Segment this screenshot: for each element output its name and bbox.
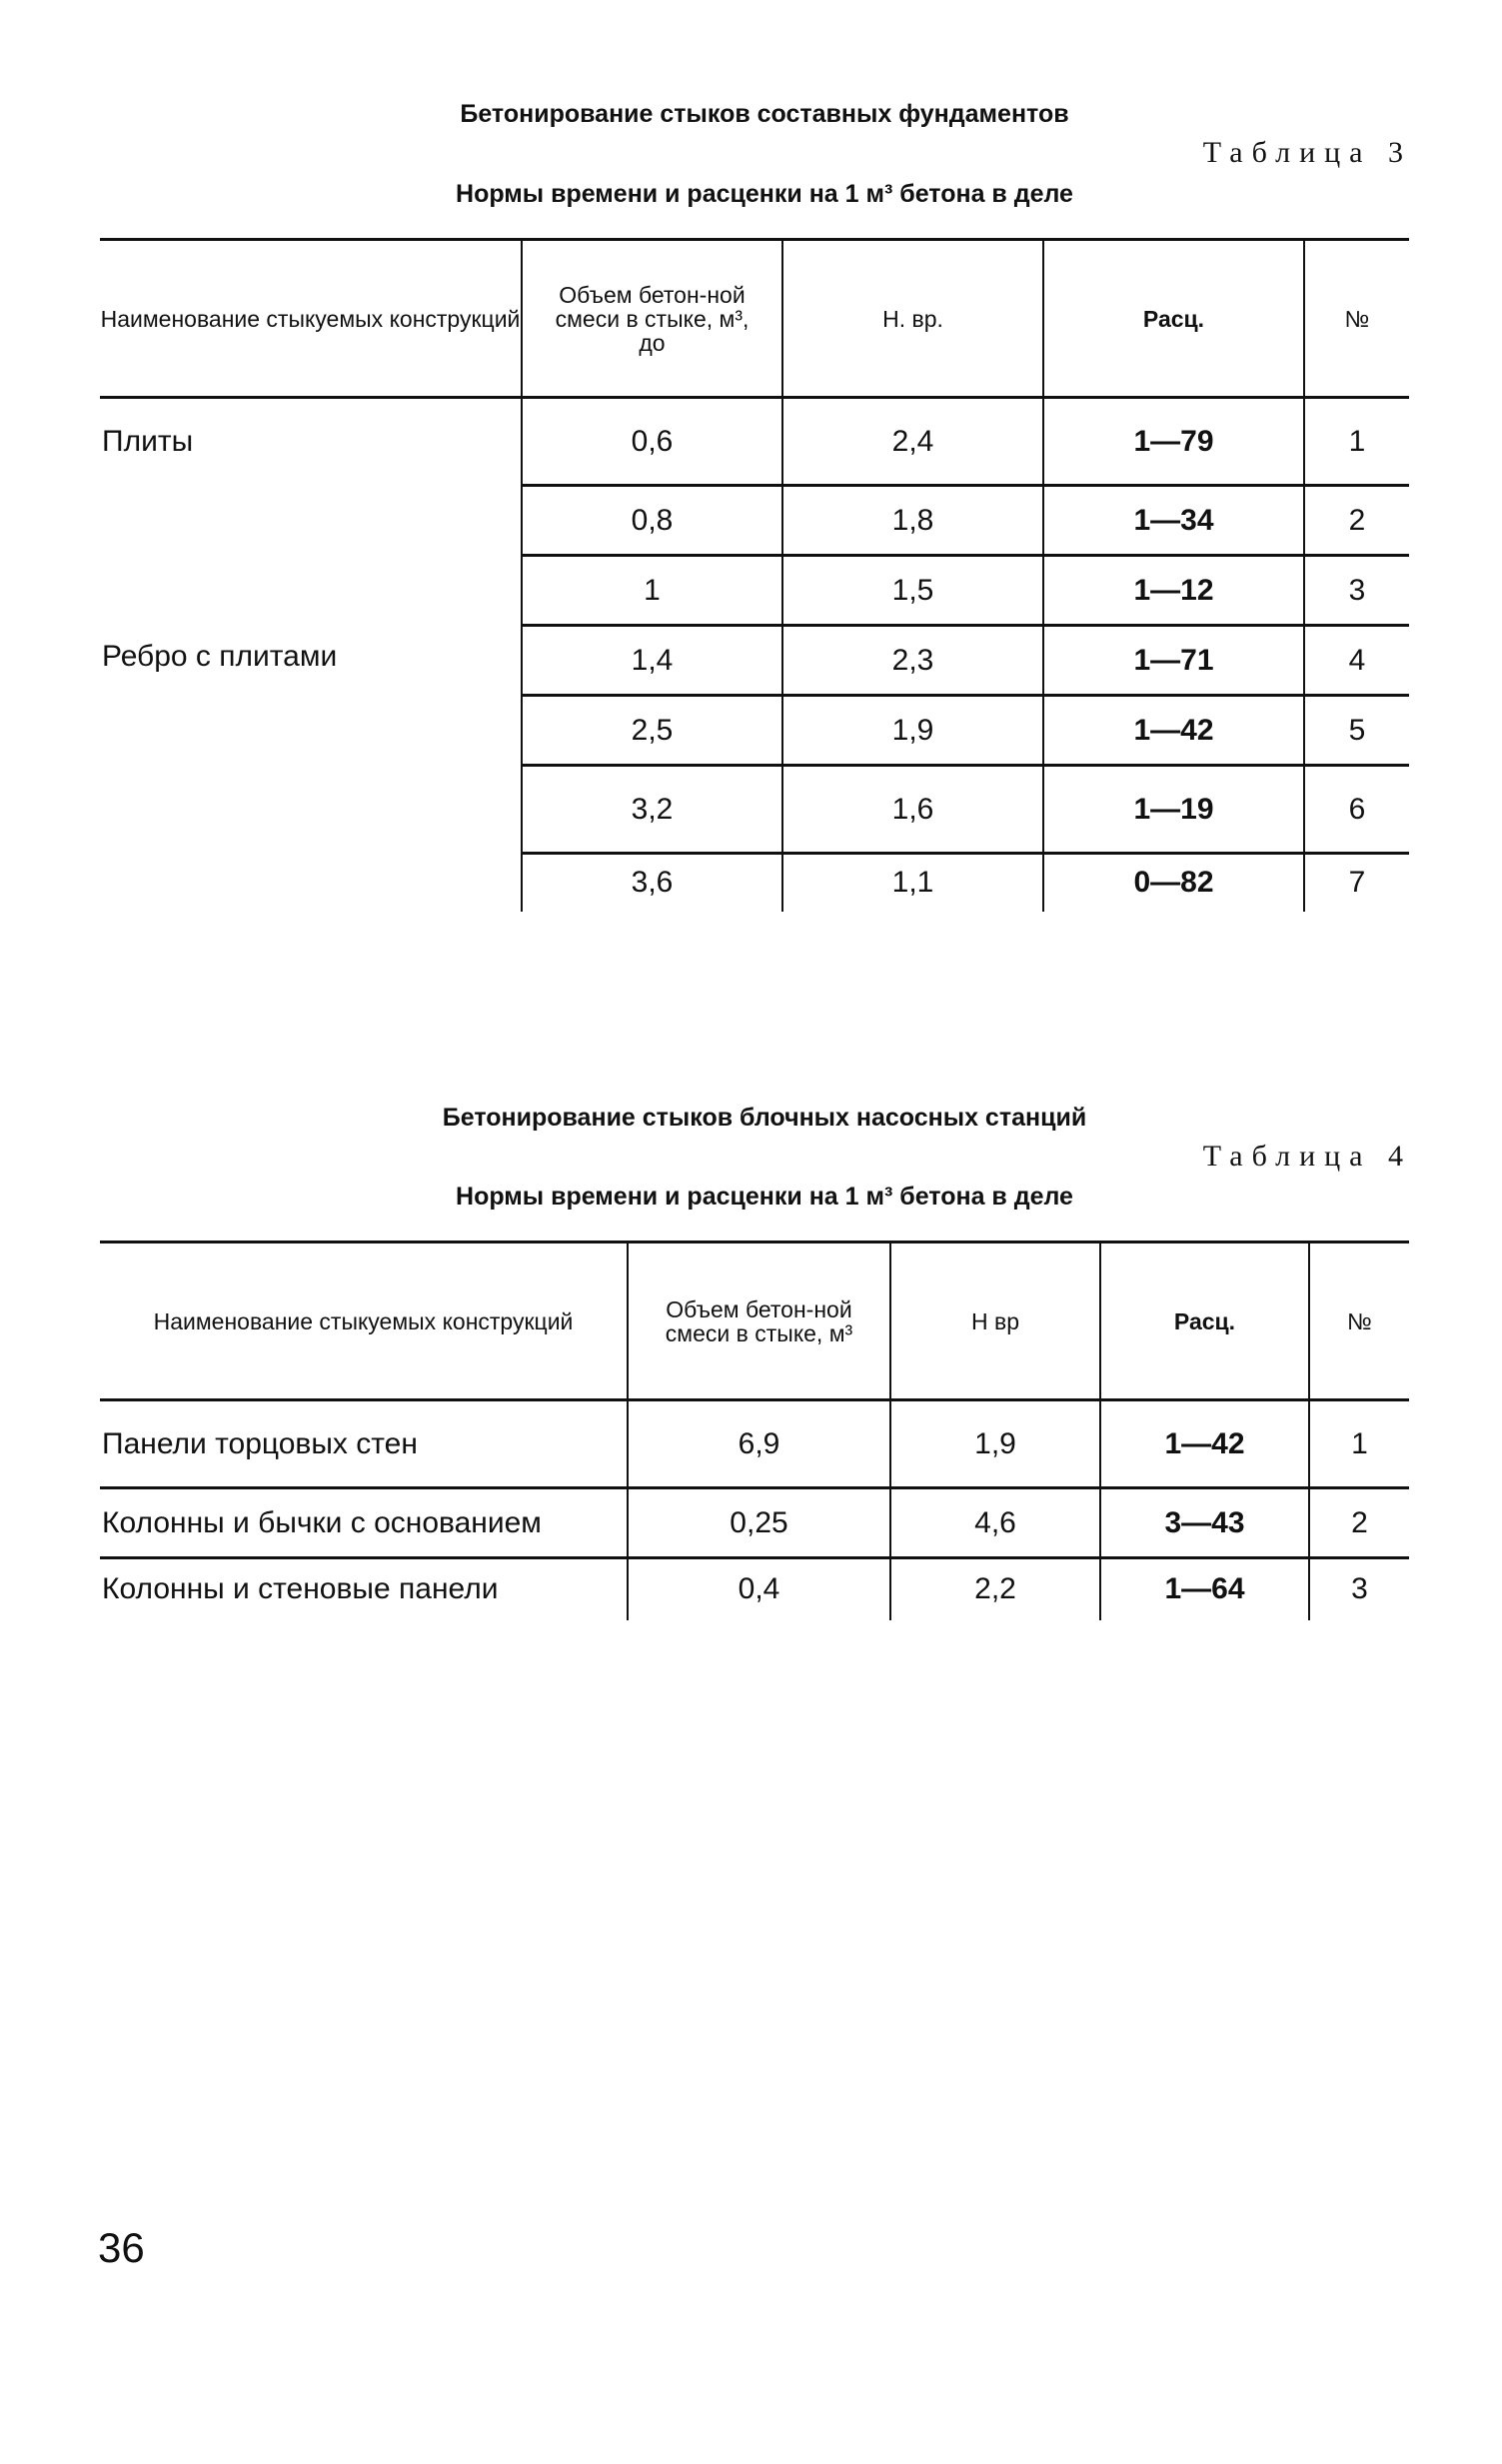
rate-cell: 1—34 bbox=[1043, 486, 1304, 556]
rate-cell: 1—71 bbox=[1043, 626, 1304, 696]
volume-cell: 3,6 bbox=[522, 854, 782, 912]
time-cell: 2,3 bbox=[782, 626, 1043, 696]
number-cell: 5 bbox=[1304, 696, 1409, 766]
number-cell: 3 bbox=[1309, 1558, 1409, 1620]
header-time: Н. вр. bbox=[782, 240, 1043, 398]
table4 bbox=[100, 1240, 1409, 1620]
name-cell: Колонны и бычки с основанием bbox=[102, 1505, 542, 1539]
volume-cell: 0,4 bbox=[628, 1558, 890, 1620]
time-cell: 1,5 bbox=[782, 556, 1043, 626]
number-cell: 1 bbox=[1309, 1400, 1409, 1488]
table3-title: Бетонирование стыков составных фундаментов bbox=[460, 100, 1069, 128]
rate-cell: 1—19 bbox=[1043, 766, 1304, 854]
header-rate: Расц. bbox=[1100, 1242, 1309, 1400]
time-cell: 1,8 bbox=[782, 486, 1043, 556]
rate-cell: 1—42 bbox=[1043, 696, 1304, 766]
time-cell: 4,6 bbox=[890, 1488, 1100, 1558]
volume-cell: 1,4 bbox=[522, 626, 782, 696]
group-name-rebro: Ребро с плитами bbox=[102, 639, 338, 673]
table-row bbox=[100, 1488, 1409, 1558]
number-cell: 3 bbox=[1304, 556, 1409, 626]
time-cell: 1,9 bbox=[782, 696, 1043, 766]
table-row bbox=[100, 626, 1409, 696]
header-time: Н вр bbox=[890, 1242, 1100, 1400]
table4-subtitle: Нормы времени и расценки на 1 м³ бетона в деле bbox=[456, 1183, 1073, 1211]
number-cell: 4 bbox=[1304, 626, 1409, 696]
table3-label: Таблица 3 bbox=[1202, 136, 1412, 169]
header-volume: Объем бетон-ной смеси в стыке, м³, до bbox=[522, 240, 782, 398]
header-name: Наименование стыкуемых конструкций bbox=[153, 1307, 574, 1334]
number-cell: 7 bbox=[1304, 854, 1409, 912]
volume-cell: 6,9 bbox=[628, 1400, 890, 1488]
table-row bbox=[100, 398, 1409, 486]
number-cell: 6 bbox=[1304, 766, 1409, 854]
table-row bbox=[100, 1558, 1409, 1620]
table-row bbox=[100, 1400, 1409, 1488]
number-cell: 2 bbox=[1304, 486, 1409, 556]
name-cell: Колонны и стеновые панели bbox=[102, 1572, 499, 1606]
number-cell: 1 bbox=[1304, 398, 1409, 486]
volume-cell: 2,5 bbox=[522, 696, 782, 766]
rate-cell: 3—43 bbox=[1100, 1488, 1309, 1558]
volume-cell: 3,2 bbox=[522, 766, 782, 854]
volume-cell: 0,8 bbox=[522, 486, 782, 556]
rate-cell: 1—12 bbox=[1043, 556, 1304, 626]
number-cell: 2 bbox=[1309, 1488, 1409, 1558]
name-cell: Панели торцовых стен bbox=[102, 1426, 418, 1460]
header-number: № bbox=[1304, 240, 1409, 398]
time-cell: 2,4 bbox=[782, 398, 1043, 486]
header-number: № bbox=[1309, 1242, 1409, 1400]
header-name: Наименование стыкуемых конструкций bbox=[100, 305, 521, 332]
page-number: 36 bbox=[98, 2224, 145, 2271]
rate-cell: 1—64 bbox=[1100, 1558, 1309, 1620]
rate-cell: 1—42 bbox=[1100, 1400, 1309, 1488]
header-rate: Расц. bbox=[1043, 240, 1304, 398]
volume-cell: 0,25 bbox=[628, 1488, 890, 1558]
time-cell: 1,6 bbox=[782, 766, 1043, 854]
header-volume: Объем бетон-ной смеси в стыке, м³ bbox=[628, 1242, 890, 1400]
table3-subtitle: Нормы времени и расценки на 1 м³ бетона в деле bbox=[456, 180, 1073, 208]
table4-label: Таблица 4 bbox=[1202, 1140, 1412, 1173]
time-cell: 1,9 bbox=[890, 1400, 1100, 1488]
group-name-plity: Плиты bbox=[102, 425, 194, 458]
table3 bbox=[100, 238, 1409, 912]
volume-cell: 1 bbox=[522, 556, 782, 626]
volume-cell: 0,6 bbox=[522, 398, 782, 486]
time-cell: 2,2 bbox=[890, 1558, 1100, 1620]
table4-title: Бетонирование стыков блочных насосных станций bbox=[442, 1104, 1087, 1132]
rate-cell: 1—79 bbox=[1043, 398, 1304, 486]
rate-cell: 0—82 bbox=[1043, 854, 1304, 912]
time-cell: 1,1 bbox=[782, 854, 1043, 912]
